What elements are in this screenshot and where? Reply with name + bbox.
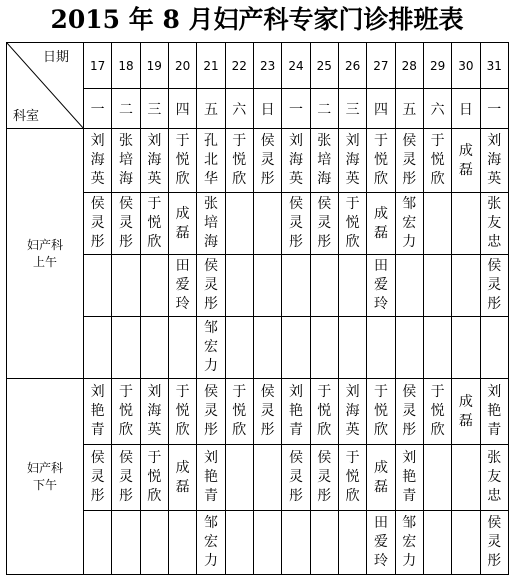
- doctor-cell: [168, 193, 196, 255]
- doctor-name: 田爱玲: [373, 515, 388, 569]
- date-cell: 20: [168, 43, 196, 89]
- doctor-cell: [282, 379, 310, 445]
- doctor-name: 成 磊: [373, 459, 388, 495]
- doctor-cell: [84, 379, 112, 445]
- doctor-name: 侯灵彤: [90, 196, 105, 250]
- doctor-cell: [480, 255, 508, 317]
- doctor-cell: [197, 193, 225, 255]
- date-cell: 19: [140, 43, 168, 89]
- doctor-cell: [140, 129, 168, 193]
- doctor-cell: [395, 511, 423, 575]
- department-label: 妇产科: [26, 237, 63, 252]
- doctor-name: 侯灵彤: [317, 196, 332, 250]
- doctor-name: 刘海英: [147, 384, 162, 438]
- doctor-name: 侯灵彤: [260, 133, 275, 187]
- weekday-cell: 四: [168, 89, 196, 129]
- doctor-name: 于悦欣: [147, 450, 162, 504]
- doctor-name: 张培海: [317, 133, 332, 187]
- doctor-cell: [423, 511, 451, 575]
- doctor-cell: [197, 255, 225, 317]
- weekday-cell: 五: [395, 89, 423, 129]
- doctor-cell: [140, 255, 168, 317]
- doctor-name: 于悦欣: [232, 384, 247, 438]
- doctor-cell: [225, 317, 253, 379]
- doctor-cell: [168, 255, 196, 317]
- corner-header-cell: [7, 43, 84, 129]
- doctor-cell: [84, 511, 112, 575]
- doctor-name: 成 磊: [175, 205, 190, 241]
- date-cell: 28: [395, 43, 423, 89]
- date-cell: 21: [197, 43, 225, 89]
- schedule-row: [7, 379, 509, 445]
- department-label: 上午: [32, 254, 57, 269]
- doctor-name: 刘艳青: [90, 384, 105, 438]
- doctor-cell: [423, 255, 451, 317]
- date-cell: 29: [423, 43, 451, 89]
- doctor-name: 于悦欣: [118, 384, 133, 438]
- doctor-cell: [480, 445, 508, 511]
- doctor-name: 于悦欣: [232, 133, 247, 187]
- doctor-cell: [395, 129, 423, 193]
- doctor-cell: [452, 193, 480, 255]
- department-label: 下午: [32, 477, 57, 492]
- doctor-name: 刘海英: [487, 133, 502, 187]
- doctor-cell: [253, 445, 281, 511]
- doctor-name: 刘海英: [345, 384, 360, 438]
- doctor-cell: [452, 379, 480, 445]
- weekday-cell: 六: [225, 89, 253, 129]
- doctor-cell: [112, 317, 140, 379]
- doctor-name: 于悦欣: [430, 384, 445, 438]
- doctor-name: 于悦欣: [317, 384, 332, 438]
- doctor-cell: [140, 317, 168, 379]
- doctor-cell: [480, 193, 508, 255]
- doctor-name: 刘海英: [90, 133, 105, 187]
- doctor-cell: [84, 193, 112, 255]
- doctor-cell: [225, 129, 253, 193]
- date-cell: 30: [452, 43, 480, 89]
- doctor-cell: [338, 445, 366, 511]
- weekday-cell: 一: [480, 89, 508, 129]
- page-title: 2015 年 8 月妇产科专家门诊排班表: [50, 5, 464, 34]
- doctor-cell: [225, 379, 253, 445]
- doctor-cell: [225, 193, 253, 255]
- doctor-cell: [395, 317, 423, 379]
- doctor-cell: [168, 317, 196, 379]
- doctor-name: 于悦欣: [175, 133, 190, 187]
- weekday-cell: 日: [452, 89, 480, 129]
- doctor-name: 成 磊: [175, 459, 190, 495]
- doctor-cell: [367, 317, 395, 379]
- date-row: [7, 43, 509, 89]
- weekday-cell: 二: [112, 89, 140, 129]
- doctor-name: 张培海: [118, 133, 133, 187]
- doctor-cell: [253, 379, 281, 445]
- weekday-cell: 六: [423, 89, 451, 129]
- doctor-cell: [338, 255, 366, 317]
- doctor-name: 刘艳青: [203, 450, 218, 504]
- doctor-cell: [225, 445, 253, 511]
- doctor-cell: [197, 511, 225, 575]
- doctor-cell: [84, 255, 112, 317]
- doctor-cell: [367, 193, 395, 255]
- doctor-name: 侯灵彤: [487, 515, 502, 569]
- doctor-name: 侯灵彤: [118, 196, 133, 250]
- doctor-cell: [112, 445, 140, 511]
- doctor-cell: [395, 255, 423, 317]
- doctor-name: 刘海英: [345, 133, 360, 187]
- doctor-name: 侯灵彤: [317, 450, 332, 504]
- doctor-cell: [367, 255, 395, 317]
- schedule-table: [6, 42, 509, 575]
- doctor-name: 邹宏力: [402, 515, 417, 569]
- doctor-name: 刘艳青: [487, 384, 502, 438]
- doctor-cell: [168, 129, 196, 193]
- doctor-cell: [140, 193, 168, 255]
- doctor-name: 侯灵彤: [118, 450, 133, 504]
- doctor-name: 邹宏力: [203, 515, 218, 569]
- doctor-name: 侯灵彤: [203, 258, 218, 312]
- doctor-cell: [367, 511, 395, 575]
- weekday-cell: 四: [367, 89, 395, 129]
- doctor-cell: [310, 193, 338, 255]
- doctor-cell: [112, 129, 140, 193]
- doctor-cell: [282, 193, 310, 255]
- doctor-name: 于悦欣: [147, 196, 162, 250]
- doctor-cell: [338, 511, 366, 575]
- doctor-name: 于悦欣: [373, 384, 388, 438]
- doctor-name: 于悦欣: [345, 450, 360, 504]
- doctor-cell: [423, 379, 451, 445]
- weekday-cell: 五: [197, 89, 225, 129]
- doctor-name: 张友忠: [487, 450, 502, 504]
- doctor-cell: [423, 129, 451, 193]
- doctor-cell: [367, 445, 395, 511]
- doctor-cell: [310, 511, 338, 575]
- doctor-cell: [197, 379, 225, 445]
- doctor-cell: [282, 129, 310, 193]
- weekday-cell: 日: [253, 89, 281, 129]
- doctor-cell: [310, 317, 338, 379]
- doctor-cell: [367, 379, 395, 445]
- doctor-cell: [84, 129, 112, 193]
- doctor-cell: [452, 317, 480, 379]
- doctor-name: 田爱玲: [373, 258, 388, 312]
- doctor-name: 侯灵彤: [288, 450, 303, 504]
- doctor-cell: [423, 193, 451, 255]
- doctor-cell: [395, 445, 423, 511]
- doctor-cell: [112, 379, 140, 445]
- doctor-name: 田爱玲: [175, 258, 190, 312]
- doctor-cell: [452, 129, 480, 193]
- doctor-name: 刘艳青: [402, 450, 417, 504]
- doctor-cell: [140, 445, 168, 511]
- weekday-cell: 一: [282, 89, 310, 129]
- doctor-cell: [253, 511, 281, 575]
- date-cell: 17: [84, 43, 112, 89]
- doctor-cell: [168, 511, 196, 575]
- date-cell: 31: [480, 43, 508, 89]
- doctor-cell: [310, 255, 338, 317]
- doctor-cell: [395, 379, 423, 445]
- doctor-name: 于悦欣: [430, 133, 445, 187]
- doctor-name: 张培海: [203, 196, 218, 250]
- date-cell: 24: [282, 43, 310, 89]
- date-cell: 18: [112, 43, 140, 89]
- doctor-name: 侯灵彤: [402, 133, 417, 187]
- doctor-cell: [140, 379, 168, 445]
- doctor-name: 刘海英: [288, 133, 303, 187]
- doctor-cell: [452, 511, 480, 575]
- doctor-name: 成 磊: [373, 205, 388, 241]
- doctor-cell: [168, 445, 196, 511]
- doctor-cell: [140, 511, 168, 575]
- department-cell: [7, 379, 84, 575]
- doctor-name: 刘海英: [147, 133, 162, 187]
- doctor-cell: [112, 511, 140, 575]
- doctor-cell: [282, 511, 310, 575]
- doctor-cell: [84, 317, 112, 379]
- date-cell: 22: [225, 43, 253, 89]
- weekday-cell: 三: [140, 89, 168, 129]
- corner-dept-label: 科室: [13, 109, 40, 124]
- doctor-name: 于悦欣: [175, 384, 190, 438]
- doctor-cell: [338, 317, 366, 379]
- doctor-name: 侯灵彤: [288, 196, 303, 250]
- department-label: 妇产科: [26, 460, 63, 475]
- doctor-cell: [480, 129, 508, 193]
- doctor-cell: [197, 445, 225, 511]
- doctor-cell: [395, 193, 423, 255]
- weekday-cell: 一: [84, 89, 112, 129]
- doctor-cell: [480, 379, 508, 445]
- doctor-name: 于悦欣: [345, 196, 360, 250]
- doctor-name: 侯灵彤: [402, 384, 417, 438]
- date-cell: 26: [338, 43, 366, 89]
- doctor-cell: [253, 317, 281, 379]
- doctor-name: 张友忠: [487, 196, 502, 250]
- doctor-cell: [423, 317, 451, 379]
- doctor-name: 邹宏力: [402, 196, 417, 250]
- doctor-cell: [282, 445, 310, 511]
- doctor-cell: [253, 129, 281, 193]
- doctor-cell: [112, 255, 140, 317]
- corner-date-label: 日期: [42, 50, 69, 65]
- doctor-cell: [168, 379, 196, 445]
- doctor-cell: [452, 445, 480, 511]
- doctor-cell: [338, 129, 366, 193]
- doctor-name: 成 磊: [458, 393, 473, 429]
- weekday-cell: 三: [338, 89, 366, 129]
- doctor-cell: [282, 317, 310, 379]
- doctor-cell: [367, 129, 395, 193]
- doctor-cell: [480, 511, 508, 575]
- doctor-cell: [112, 193, 140, 255]
- doctor-cell: [225, 511, 253, 575]
- doctor-cell: [197, 317, 225, 379]
- doctor-cell: [480, 317, 508, 379]
- doctor-cell: [310, 129, 338, 193]
- schedule-row: [7, 129, 509, 193]
- doctor-cell: [310, 379, 338, 445]
- doctor-cell: [338, 193, 366, 255]
- doctor-cell: [423, 445, 451, 511]
- doctor-cell: [310, 445, 338, 511]
- doctor-cell: [197, 129, 225, 193]
- doctor-name: 侯灵彤: [260, 384, 275, 438]
- doctor-name: 刘艳青: [288, 384, 303, 438]
- weekday-cell: 二: [310, 89, 338, 129]
- doctor-cell: [225, 255, 253, 317]
- doctor-cell: [84, 445, 112, 511]
- doctor-cell: [338, 379, 366, 445]
- doctor-cell: [282, 255, 310, 317]
- doctor-name: 侯灵彤: [487, 258, 502, 312]
- doctor-name: 侯灵彤: [90, 450, 105, 504]
- date-cell: 23: [253, 43, 281, 89]
- doctor-cell: [253, 255, 281, 317]
- doctor-name: 于悦欣: [373, 133, 388, 187]
- doctor-name: 成 磊: [458, 142, 473, 178]
- doctor-name: 邹宏力: [203, 320, 218, 374]
- doctor-name: 侯灵彤: [203, 384, 218, 438]
- doctor-cell: [452, 255, 480, 317]
- doctor-name: 孔北华: [203, 133, 218, 187]
- doctor-cell: [253, 193, 281, 255]
- department-cell: [7, 129, 84, 379]
- date-cell: 25: [310, 43, 338, 89]
- date-cell: 27: [367, 43, 395, 89]
